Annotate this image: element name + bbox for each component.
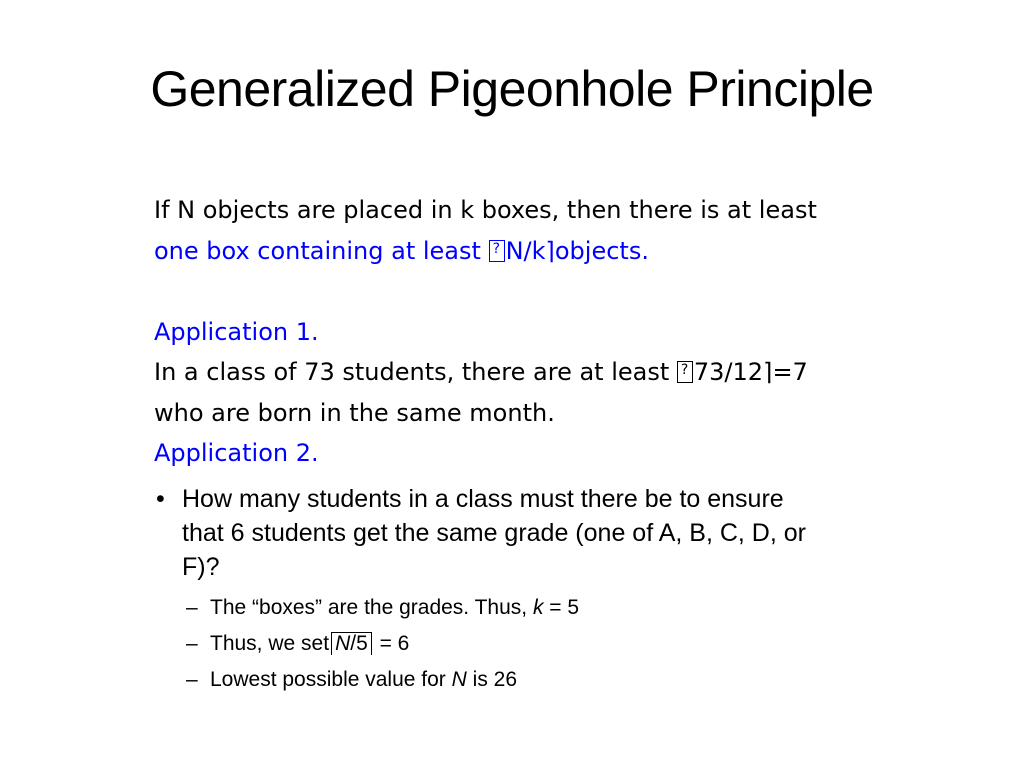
- application-1-result: =7: [772, 358, 808, 386]
- slide-title: Generalized Pigeonhole Principle: [150, 61, 874, 117]
- dash-icon: –: [186, 668, 198, 691]
- sub-list: [186, 590, 856, 698]
- missing-glyph-icon: [677, 361, 693, 383]
- application-1-expression: 73/12: [693, 358, 764, 386]
- sub-item-2-prefix: Thus, we set: [210, 632, 330, 655]
- question-text: How many students in a class must there be to ensure that 6 students get the same grade (one of A, B, C, D, or F)?: [182, 485, 806, 581]
- sub-item-1-prefix: The “boxes” are the grades. Thus,: [210, 596, 533, 619]
- bullet-icon: •: [156, 485, 165, 513]
- sub-item-2: [210, 626, 409, 662]
- dash-icon: –: [186, 596, 198, 619]
- sub-item-3-prefix: Lowest possible value for: [210, 668, 452, 691]
- sub-item-1: [210, 590, 579, 626]
- sub-item-3-suffix: is 26: [466, 668, 518, 691]
- dash-icon: –: [186, 632, 198, 655]
- application-2-content: [156, 482, 856, 698]
- sub-list-item: [186, 626, 856, 662]
- principle-line-2: [154, 231, 954, 272]
- list-item: [156, 482, 856, 584]
- variable-n: N: [451, 668, 467, 691]
- missing-glyph-icon: [489, 240, 505, 262]
- variable-k: k: [532, 596, 544, 619]
- sub-item-2-suffix: = 6: [373, 632, 410, 655]
- principle-line-2-prefix: one box containing at least: [154, 236, 489, 265]
- application-1-prefix: In a class of 73 students, there are at least: [154, 358, 677, 386]
- ceiling-close-symbol: ⌉: [545, 236, 555, 265]
- principle-line-1: If N objects are placed in k boxes, then there is at least: [154, 196, 817, 224]
- slide-body: [154, 190, 954, 474]
- principle-expression: N/k: [505, 236, 546, 265]
- ceiling-expression: [331, 632, 372, 655]
- sub-list-item: [186, 662, 856, 698]
- application-1-heading: Application 1.: [154, 317, 319, 346]
- variable-n: N: [335, 632, 351, 655]
- sub-item-1-suffix: = 5: [543, 596, 580, 619]
- application-2-heading: Application 2.: [154, 439, 319, 467]
- sub-item-3: [210, 662, 517, 698]
- ceiling-close-symbol: ⌉: [763, 358, 773, 386]
- principle-line-2-suffix: objects.: [554, 236, 649, 265]
- application-1-line-2: who are born in the same month.: [154, 398, 555, 427]
- spacer: [154, 271, 954, 312]
- sub-list-item: [186, 590, 856, 626]
- application-1-line-1: [154, 352, 954, 393]
- divisor: /5: [350, 632, 368, 655]
